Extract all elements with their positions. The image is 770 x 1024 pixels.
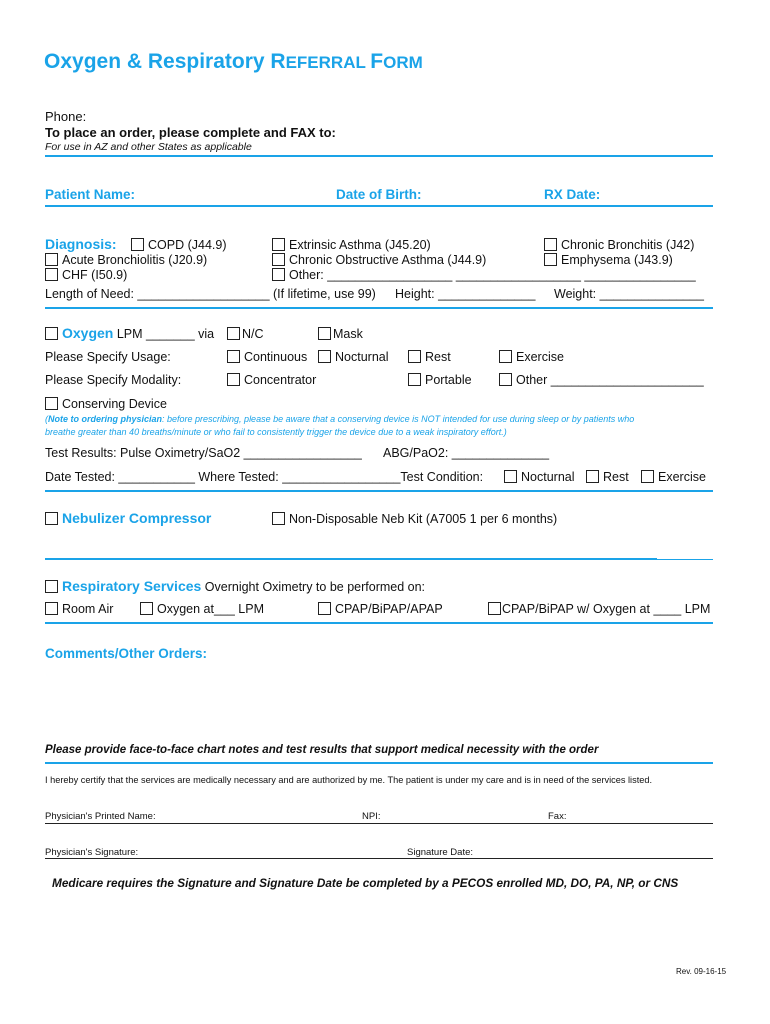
tc-exercise-option[interactable]: Exercise [641, 470, 706, 484]
divider [45, 155, 713, 157]
checkbox[interactable] [131, 238, 144, 251]
concentrator-option[interactable]: Concentrator [227, 373, 316, 387]
room-air-option[interactable]: Room Air [45, 602, 113, 616]
checkbox[interactable] [140, 602, 153, 615]
extrinsic-asthma-option[interactable]: Extrinsic Asthma (J45.20) [272, 238, 431, 252]
mask-option[interactable]: Mask [318, 327, 363, 341]
chart-notes-notice: Please provide face-to-face chart notes and test results that support medical necessity with the order [45, 744, 599, 756]
printed-name-line[interactable] [45, 823, 713, 824]
divider [45, 490, 713, 492]
divider [548, 559, 713, 560]
checkbox[interactable] [227, 350, 240, 363]
acute-bronchiolitis-option[interactable]: Acute Bronchiolitis (J20.9) [45, 253, 207, 267]
checkbox[interactable] [641, 470, 654, 483]
chronic-obstructive-asthma-option[interactable]: Chronic Obstructive Asthma (J44.9) [272, 253, 486, 267]
checkbox[interactable] [45, 253, 58, 266]
signature-line[interactable] [45, 858, 713, 859]
dob-label: Date of Birth: [336, 187, 422, 202]
conserving-device-note-2: breathe greater than 40 breaths/minute or who fail to consistently trigger the device due to a weak inspiratory effort.) [45, 427, 507, 437]
exercise-option[interactable]: Exercise [499, 350, 564, 364]
height-field[interactable]: Height: ______________ [395, 287, 536, 301]
revision-label: Rev. 09-16-15 [676, 967, 727, 976]
checkbox[interactable] [499, 373, 512, 386]
oxygen-at-option[interactable]: Oxygen at___ LPM [140, 602, 264, 616]
checkbox[interactable] [45, 602, 58, 615]
checkbox[interactable] [45, 327, 58, 340]
copd-option[interactable]: COPD (J44.9) [131, 238, 227, 252]
abg-field[interactable]: ABG/PaO2: ______________ [383, 446, 550, 460]
checkbox[interactable] [45, 397, 58, 410]
portable-option[interactable]: Portable [408, 373, 472, 387]
other-modality-option[interactable]: Other ______________________ [499, 373, 704, 387]
checkbox[interactable] [544, 253, 557, 266]
checkbox[interactable] [318, 327, 331, 340]
checkbox[interactable] [488, 602, 501, 615]
form-title: Oxygen & Respiratory REFERRAL FORM [44, 50, 423, 73]
test-results-field[interactable]: Test Results: Pulse Oximetry/SaO2 _________________ [45, 446, 362, 460]
respiratory-services-option[interactable]: Respiratory Services Overnight Oximetry to be performed on: [45, 578, 425, 596]
checkbox[interactable] [272, 238, 285, 251]
checkbox[interactable] [227, 327, 240, 340]
nocturnal-option[interactable]: Nocturnal [318, 350, 389, 364]
modality-label: Please Specify Modality: [45, 373, 182, 387]
rest-option[interactable]: Rest [408, 350, 451, 364]
patient-name-label: Patient Name: [45, 187, 136, 202]
checkbox[interactable] [45, 580, 58, 593]
use-note: For use in AZ and other States as applicable [45, 141, 252, 153]
checkbox[interactable] [272, 268, 285, 281]
signature-date-label: Signature Date: [407, 847, 474, 858]
certification-text: I hereby certify that the services are medically necessary and are authorized by me. The patient is under my care and is in need of the services listed. [45, 775, 653, 785]
checkbox[interactable] [318, 350, 331, 363]
length-of-need-field[interactable]: Length of Need: ___________________ (If lifetime, use 99) [45, 287, 376, 301]
checkbox[interactable] [272, 253, 285, 266]
comments-label: Comments/Other Orders: [45, 646, 208, 661]
nebulizer-option[interactable]: Nebulizer Compressor [45, 510, 211, 528]
cpap-option[interactable]: CPAP/BiPAP/APAP [318, 602, 443, 616]
checkbox[interactable] [586, 470, 599, 483]
cpap-oxygen-option[interactable]: CPAP/BiPAP w/ Oxygen at ____ LPM [488, 602, 710, 616]
fax-instruction: To place an order, please complete and FAX to: [45, 125, 336, 140]
printed-name-label: Physician's Printed Name: [45, 811, 156, 822]
diagnosis-label: Diagnosis: [45, 236, 117, 252]
nc-option[interactable]: N/C [227, 327, 264, 341]
checkbox[interactable] [408, 350, 421, 363]
comments-area[interactable] [45, 665, 713, 735]
continuous-option[interactable]: Continuous [227, 350, 307, 364]
date-tested-field[interactable]: Date Tested: ___________ Where Tested: _________________Test Condition: [45, 470, 484, 484]
oxygen-option[interactable]: Oxygen LPM _______ via [45, 325, 214, 343]
chf-option[interactable]: CHF (I50.9) [45, 268, 127, 282]
emphysema-option[interactable]: Emphysema (J43.9) [544, 253, 673, 267]
checkbox[interactable] [504, 470, 517, 483]
checkbox[interactable] [408, 373, 421, 386]
checkbox[interactable] [45, 512, 58, 525]
other-diagnosis-option[interactable]: Other: __________________ __________________ ________________ [272, 268, 696, 282]
checkbox[interactable] [272, 512, 285, 525]
phone-label: Phone: [45, 109, 87, 124]
divider [45, 205, 713, 207]
medicare-notice: Medicare requires the Signature and Signature Date be completed by a PECOS enrolled MD, DO, PA, NP, or CNS [52, 876, 679, 890]
npi-label: NPI: [362, 811, 381, 822]
usage-label: Please Specify Usage: [45, 350, 171, 364]
checkbox[interactable] [544, 238, 557, 251]
checkbox[interactable] [45, 268, 58, 281]
chronic-bronchitis-option[interactable]: Chronic Bronchitis (J42) [544, 238, 694, 252]
tc-nocturnal-option[interactable]: Nocturnal [504, 470, 575, 484]
rx-date-label: RX Date: [544, 187, 601, 202]
conserving-device-option[interactable]: Conserving Device [45, 397, 167, 411]
neb-kit-option[interactable]: Non-Disposable Neb Kit (A7005 1 per 6 months) [272, 512, 557, 526]
divider [45, 622, 713, 624]
divider [45, 762, 713, 764]
checkbox[interactable] [499, 350, 512, 363]
fax-label: Fax: [548, 811, 567, 822]
divider [45, 307, 713, 309]
signature-label: Physician's Signature: [45, 847, 139, 858]
checkbox[interactable] [227, 373, 240, 386]
weight-field[interactable]: Weight: _______________ [554, 287, 704, 301]
checkbox[interactable] [318, 602, 331, 615]
tc-rest-option[interactable]: Rest [586, 470, 629, 484]
conserving-device-note: (Note to ordering physician: before prescribing, please be aware that a conserving device is NOT intended for use during sleep or by patients who [45, 414, 635, 424]
